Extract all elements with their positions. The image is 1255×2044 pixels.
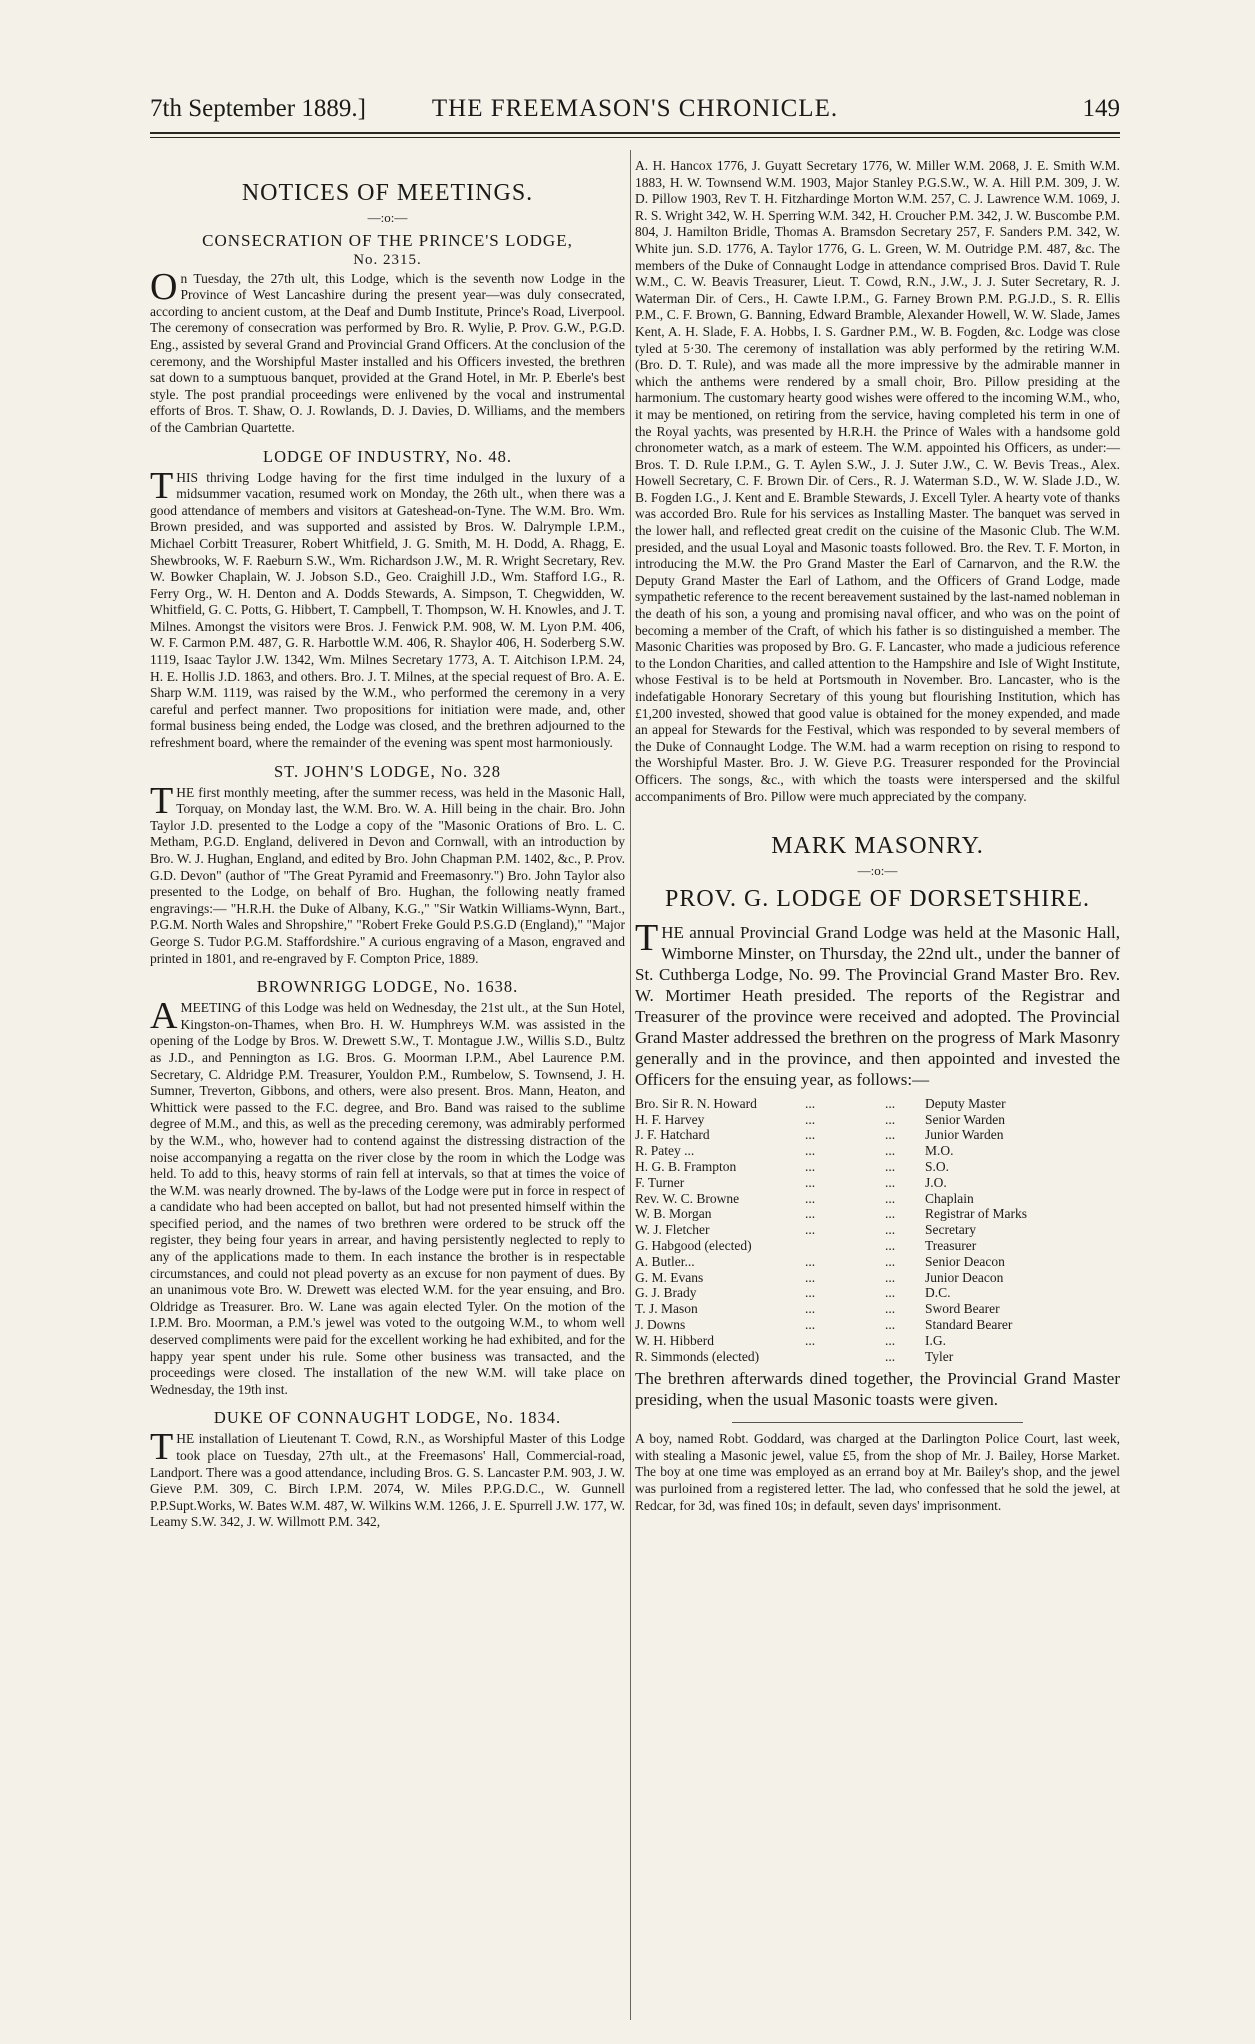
article-title-connaught: DUKE OF CONNAUGHT LODGE, No. 1834. [213,1408,562,1428]
article-body-industry: THIS thriving Lodge having for the first time indulged in the luxury of a midsummer vacation, resumed work on Monday, the 26th ult., when there was a good attendance of members and visitors at Gateshead-on-Tyne. The W.M. Bro. Wm. Brown presided, and was supported and assisted by Bros. W. Dalrymple I.P.M., Michael Corbitt Treasurer, Robert Whitfield, J. G. Smith, M. H. Dodd, A. Rhagg, E. Shewbrooks, W. F. Raeburn S.W., Wm. Richardson J.W., M. R. Wright Secretary, Rev. W. Bowker Chaplain, W. J. Jobson S.D., Geo. Craighill J.D., Wm. Stafford I.G., R. Ferry Org., W. H. Denton and A. Dodds Stewards, A. Simpson, T. Chegwidden, W. Whitfield, G. C. Potts, G. Hibbert, T. Campbell, T. Thompson, W. H. Knowles, and J. T. Milnes. Amongst the visitors were Bros. J. Fenwick P.M. 908, W. M. Lyon P.M. 406, W. F. Carmon P.M. 487, G. R. Harbottle W.M. 406, R. Shaylor 406, H. Soderberg S.W. 1119, Isaac Taylor J.W. 1342, Wm. Milnes Secretary 1773, A. T. Aitchison I.P.M. 24, H. E. Hollis J.D. 1863, and others. Bro. J. T. Milnes, at the special request of Bro. A. E. Sharp W.M. 1119, was raised by the W.M., who performed the ceremony in a very careful and perfect manner. Two propositions for initiation were made, and, other formal business being ended, the Lodge was closed, and the brethren adjourned to the refreshment board, where the remainder of the evening was spent most harmoniously. [150,464,625,751]
leader-dots: ... [885,1127,896,1143]
newspaper-title: THE FREEMASON'S CHRONICLE. [431,95,839,122]
leader-dots: ... [805,1285,816,1301]
officer-name: J. F. Hatchard [635,1127,710,1143]
leader-dots: ... [805,1143,816,1159]
leader-dots: ... [805,1174,816,1190]
leader-dots: ... [885,1222,896,1238]
officer-office: Senior Warden [925,1111,1006,1127]
officer-name: W. H. Hibberd [635,1332,714,1348]
ornament: —:o:— [367,210,408,225]
leader-dots: ... [885,1316,896,1332]
article-title-prince: CONSECRATION OF THE PRINCE'S LODGE, [202,230,573,250]
page-number: 149 [1082,95,1120,122]
officer-row [635,1254,1120,1270]
leader-dots: ... [885,1158,896,1174]
officer-name: H. F. Harvey [635,1111,705,1127]
officer-row [635,1301,1120,1317]
article-title-industry: LODGE OF INDUSTRY, No. 48. [263,446,512,466]
leader-dots [805,1238,885,1254]
article-title-stjohn: ST. JOHN'S LODGE, No. 328 [273,761,502,781]
officer-row [635,1175,1120,1191]
leader-dots: ... [805,1269,816,1285]
leader-dots: ... [805,1095,816,1111]
officer-office: S.O. [925,1158,950,1174]
officer-name: Rev. W. C. Browne [635,1190,740,1206]
leader-dots: ... [885,1174,896,1190]
leader-dots: ... [885,1206,896,1222]
officer-name: R. Simmonds (elected) [635,1348,760,1364]
leader-dots: ... [805,1316,816,1332]
officer-name: G. J. Brady [635,1285,697,1301]
officer-office: Secretary [925,1222,976,1238]
right-column [635,158,1120,1514]
header-rule-thin [150,137,1120,138]
leader-dots: ... [805,1332,816,1348]
leader-dots: ... [805,1111,816,1127]
article-body-brownrigg: AMEETING of this Lodge was held on Wednesday, the 21st ult., at the Sun Hotel, Kingston-on-Thames, when Bro. H. W. Humphreys W.M. was assisted in the opening of the Lodge by Bros. W. Drewett S.W., T. Montague J.W., Willis S.D., Bultz as J.D., and Pennington as I.G. Bros. G. Moorman I.P.M., Abel Laurence P.M. Secretary, C. Aldridge P.M. Treasurer, Youldon P.M., Rumbelow, S. Townsend, J. H. Sumner, Treverton, Gibbons, and others, were also present. Bros. Mann, Heaton, and Whittick were passed to the F.C. degree, and Bro. Band was raised to the sublime degree of M.M., and this, as well as the preceding ceremony, was admirably performed by the W.M., who, however had to contend against the distressing distraction of the noise accompanying a regatta on the river close by the room in which the Lodge was held. To add to this, heavy storms of rain fell at intervals, so that at times the voice of the W.M. was nearly drowned. The by-laws of the Lodge were put in force in respect of a candidate who had been accepted on ballot, but had not presented himself within the specified period, and the names of two brethren were ordered to be struck off the register, they being four years in arrear, and having persistently neglected to reply to any of the applications made to them. In each instance the brother is in respectable circumstances, and could not plead poverty as an excuse for non payment of dues. By an unanimous vote Bro. W. Drewett was elected W.M. for the year ensuing, and Bro. Oldridge as Treasurer. Bro. W. Lane was again elected Tyler. On the motion of the I.P.M. Bro. Moorman, a P.M.'s jewel was voted to the outgoing W.M., to whom well deserved compliments were paid for the excellent working he had exhibited, and for the happy year spent under his rule. Some other business was transacted, and the proceedings were closed. The installation of the new W.M. will take place on Wednesday, the 19th inst. [150,995,625,1397]
officer-name: W. J. Fletcher [635,1222,710,1238]
officer-office: Tyler [925,1348,954,1364]
officer-row [635,1127,1120,1143]
officer-row [635,1222,1120,1238]
article-body-connaught-continued: A. H. Hancox 1776, J. Guyatt Secretary 1776, W. Miller W.M. 2068, J. E. Smith W.M. 1883, H. W. Townsend W.M. 1903, Major Stanley P.G.S.W., W. A. Hill P.M. 309, J. W. D. Pillow 1903, Rev T. H. Fitzhardinge Morton W.M. 257, C. J. Lawrence W.M. 1069, J. R. S. Wright 342, W. H. Sperring W.M. 342, H. Croucher P.M. 342, J. W. Buscombe P.M. 804, J. Hamilton Bridle, Thomas A. Bramsdon Secretary 257, F. Sanders P.M. 342, W. White jun. S.D. 1776, A. Taylor 1776, G. L. Green, W. M. Outridge P.M. 487, &c. The members of the Duke of Connaught Lodge in attendance comprised Bros. David T. Rule W.M., C. W. Beavis Treasurer, Lieut. T. Cowd, R.N., J.W., J. J. Suter Secretary, R. J. Waterman Dir. of Cers., H. Cawte I.P.M., G. Farney Brown P.M. P.G.J.D., S. R. Ellis P.M., C. F. Brown, G. Banning, Edward Bramble, Alexander Howell, W. W. Slade, James Kent, A. H. Slade, F. A. Hobbs, I. S. Gardner P.M., W. B. Fogden, &c. Lodge was close tyled at 5·30. The ceremony of installation was ably performed by the retiring W.M. (Bro. D. T. Rule), and was made all the more impressive by the admirable manner in which the anthems were rendered by a small choir, Bro. Pillow presiding at the harmonium. The customary hearty good wishes were offered to the incoming W.M., who, it may be mentioned, on retiring from the service, having completed his term in one of the Royal yachts, was presented by H.R.H. the Prince of Wales with a handsome gold chronometer watch, as a mark of esteem. The W.M. appointed his Officers, as under:—Bros. T. D. Rule I.P.M., G. T. Aylen S.W., J. J. Suter J.W., C. W. Bevis Treas., Alex. Howell Secretary, C. F. Brown Dir. of Cers., R. J. Waterman S.D., W. W. Slade J.D., W. B. Fogden I.G., J. Kent and E. Bramble Stewards, J. Excell Tyler. A hearty vote of thanks was accorded Bro. Rule for his services as Installing Master. The banquet was served in the lower hall, and reflected great credit on the cuisine of the Masonic Club. The W.M. presided, and the usual Loyal and Masonic toasts followed. Bro. the Rev. T. F. Morton, in introducing the M.W. the Pro Grand Master the Earl of Carnarvon, and the R.W. the Deputy Grand Master the Earl of Lathom, and the Officers of Grand Lodge, made sympathetic reference to the recent bereavement sustained by the last-named nobleman in the death of his son, a young and promising naval officer, and who was on the point of becoming a member of the Craft, of which his father is so distinguished a member. The Masonic Charities was proposed by Bro. G. F. Lancaster, who made a judicious reference to the London Charities, and called attention to the Hampshire and Isle of Wight Institute, whose Festival is to be held at Portsmouth in November. Bro. Lancaster, who is the indefatigable Honorary Secretary of this young but flourishing Institution, which has £1,200 invested, showed that good value is obtained for the money expended, and made an appeal for Stewards for the Festival, which was responded to by several members of the Duke of Connaught Lodge. The W.M. had a warm reception on rising to respond to the Worshipful Master. Bro. J. W. Gieve P.G. Treasurer responded for the Provincial Officers. The songs, &c., with which the toasts were interspersed and the skilful accompaniments of Bro. Pillow were much appreciated by the company. [635,158,1120,804]
header-rule [150,132,1120,134]
section-title-mark-masonry: MARK MASONRY. [771,833,984,860]
officer-office: Junior Warden [925,1127,1004,1143]
leader-dots: ... [805,1301,816,1317]
officer-name: J. Downs [635,1316,686,1332]
officer-office: Junior Deacon [925,1269,1004,1285]
article-subtitle-prince: No. 2315. [353,251,422,268]
officer-row [635,1191,1120,1207]
officer-office: M.O. [925,1143,954,1159]
leader-dots: ... [885,1111,896,1127]
officer-row [635,1349,1120,1365]
leader-dots: ... [885,1253,896,1269]
leader-dots: ... [885,1332,896,1348]
leader-dots: ... [805,1190,816,1206]
officer-row [635,1285,1120,1301]
leader-dots: ... [805,1222,816,1238]
officer-office: I.G. [925,1332,946,1348]
article-body-stjohn: THE first monthly meeting, after the summer recess, was held in the Masonic Hall, Torquay, on Monday last, the W.M. Bro. W. A. Hill being in the chair. Bro. John Taylor J.D. presented to the Lodge a copy of the "Masonic Orations of Bro. L. C. Metham, P.G.D. England, delivered in Devon and Cornwall, with an introduction by Bro. W. J. Hughan, England, and edited by Bro. John Chapman P.M. 1402, &c., P. Prov. G.D. Devon" (author of "The Great Pyramid and Freemasonry.") Bro. John Taylor also presented to the Lodge, on behalf of Bro. Hughan, the following neatly framed engravings:— "H.R.H. the Duke of Albany, K.G.," "Sir Watkin Williams-Wynn, Bart., P.G.M. North Wales and Shropshire," "Robert Freke Gould P.S.G.D (England)," "Major George S. Tudor P.G.M. Staffordshire." A curious engraving of a Mason, engraved and printed in 1801, and re-engraved by F. Compton Price, 1889. [150,779,625,966]
issue-date: 7th September 1889.] [150,95,366,122]
officer-office: J.O. [925,1174,947,1190]
officer-name: W. B. Morgan [635,1206,712,1222]
officer-name: F. Turner [635,1174,685,1190]
officer-row [635,1333,1120,1349]
officer-office: Treasurer [925,1237,977,1253]
officer-office: Registrar of Marks [925,1206,1027,1222]
leader-dots: ... [805,1206,816,1222]
officer-row [635,1159,1120,1175]
leader-dots: ... [885,1095,896,1111]
officer-row [635,1270,1120,1286]
article-body-prince: On Tuesday, the 27th ult, this Lodge, which is the seventh now Lodge in the Province of West Lancashire during the present year—was duly consecrated, according to ancient custom, at the Deaf and Dumb Institute, Prince's Road, Liverpool. The ceremony of consecration was performed by Bro. R. Wylie, P. Prov. G.W., P.G.D. Eng., assisted by several Grand and Provincial Grand Officers. At the conclusion of the ceremony, and the Worshipful Master installed and his Officers invested, the brethren sat down to a sumptuous banquet, provided at the Grand Hotel, in Mr. P. Eberle's best style. The post prandial proceedings were enlivened by the vocal and instrumental efforts of Bros. T. Shaw, O. J. Rowlands, D. J. Davies, D. Williams, and the members of the Cambrian Quartette. [150,265,625,435]
article-closing-dorsetshire: The brethren afterwards dined together, the Provincial Grand Master presiding, when the usual Masonic toasts were given. [635,1369,1120,1410]
leader-dots: ... [885,1237,896,1253]
officer-name: R. Patey ... [635,1143,695,1159]
officer-name: Bro. Sir R. N. Howard [635,1095,757,1111]
officers-list [635,1096,1120,1365]
article-title-dorsetshire: PROV. G. LODGE OF DORSETSHIRE. [665,885,1090,912]
officer-row [635,1238,1120,1254]
officer-name: G. Habgood (elected) [635,1237,752,1253]
officer-row [635,1143,1120,1159]
article-body-connaught: THE installation of Lieutenant T. Cowd, R.N., as Worshipful Master of this Lodge took place on Tuesday, 27th ult., at the Freemasons' Hall, Commercial-road, Landport. There was a good attendance, including Bros. G. S. Lancaster P.M. 903, J. W. Gieve P.M. 309, C. Birch I.P.M. 2074, W. Miles P.P.G.D.C., W. Gunnell P.P.Supt.Works, W. Bates W.M. 487, W. Wilkins W.M. 1266, J. E. Spurrell J.W. 177, W. Leamy S.W. 342, J. W. Willmott P.M. 342, [150,1426,625,1530]
officer-office: D.C. [925,1285,951,1301]
officer-office: Standard Bearer [925,1316,1013,1332]
section-title-notices: NOTICES OF MEETINGS. [241,180,534,206]
officer-office: Sword Bearer [925,1301,1000,1317]
officer-row [635,1317,1120,1333]
leader-dots: ... [805,1253,816,1269]
leader-dots: ... [885,1190,896,1206]
article-body-darlington: A boy, named Robt. Goddard, was charged at the Darlington Police Court, last week, with stealing a Masonic jewel, value £5, from the shop of Mr. J. Bailey, Horse Market. The boy at one time was employed as an errand boy at Mr. Bailey's shop, and the jewel was purloined from a registered letter. The lad, who confessed that he sold the jewel, at Redcar, for 3d, was fined 10s; in default, seven days' imprisonment. [635,1431,1120,1513]
article-body-dorsetshire: THE annual Provincial Grand Lodge was held at the Masonic Hall, Wimborne Minster, on Thursday, the 22nd ult., under the banner of St. Cuthberga Lodge, No. 99. The Provincial Grand Master Bro. Rev. W. Mortimer Heath presided. The reports of the Registrar and Treasurer of the province were received and adopted. The Provincial Grand Master addressed the brethren on the progress of Mark Masonry generally and in the province, and then appointed and invested the Officers for the ensuing year, as follows:— [635,916,1120,1089]
officer-row [635,1112,1120,1128]
officer-name: G. M. Evans [635,1269,704,1285]
leader-dots: ... [885,1143,896,1159]
leader-dots: ... [805,1127,816,1143]
officer-name: H. G. B. Frampton [635,1158,737,1174]
leader-dots: ... [885,1348,896,1364]
officer-office: Deputy Master [925,1095,1006,1111]
leader-dots [805,1349,885,1365]
leader-dots: ... [885,1301,896,1317]
officer-row [635,1096,1120,1112]
column-divider [630,150,631,2020]
leader-dots: ... [885,1269,896,1285]
page-header [150,95,1120,129]
article-title-brownrigg: BROWNRIGG LODGE, No. 1638. [256,977,519,997]
left-column [150,160,625,1531]
officer-name: A. Butler... [635,1253,695,1269]
leader-dots: ... [885,1285,896,1301]
officer-row [635,1206,1120,1222]
leader-dots: ... [805,1158,816,1174]
ornament: —:o:— [857,863,898,879]
officer-office: Chaplain [925,1190,974,1206]
article-divider [732,1422,1023,1423]
officer-office: Senior Deacon [925,1253,1005,1269]
officer-name: T. J. Mason [635,1301,698,1317]
